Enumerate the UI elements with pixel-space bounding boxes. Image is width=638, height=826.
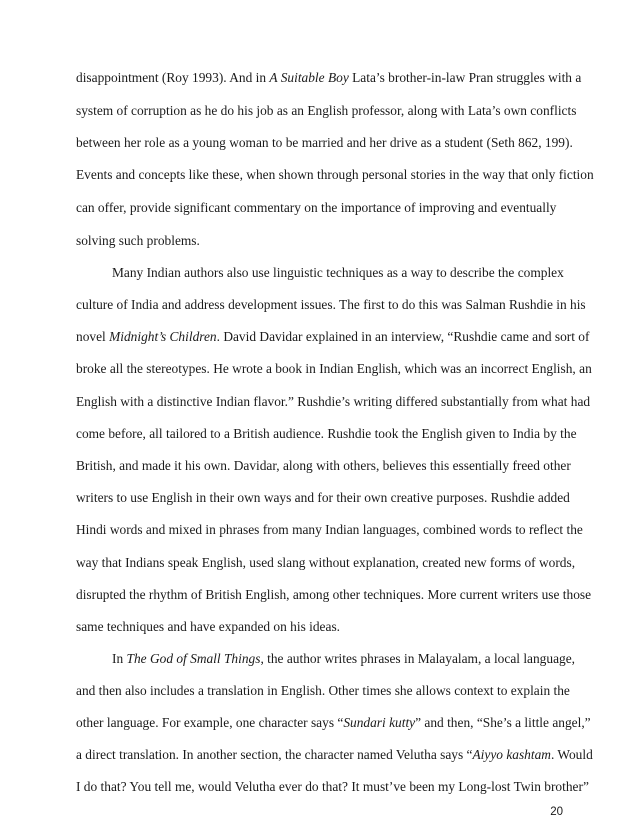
text-run: ” and then, “She’s a little angel,” [415, 715, 591, 730]
paragraph-1-line-6: solving such problems. [76, 233, 200, 248]
paragraph-2-line-6: come before, all tailored to a British audience. Rushdie took the English given to India by the [76, 426, 577, 441]
italic-phrase: Sundari kutty [343, 715, 416, 730]
book-title: Midnight’s Children [109, 329, 217, 344]
paragraph-3-line-5: I do that? You tell me, would Velutha ever do that? It must’ve been my Long-lost Twin brother” [76, 779, 589, 794]
paragraph-1-line-1 [76, 70, 581, 86]
text-run: . Would [550, 747, 593, 762]
text-run: a direct translation. In another section, the character named Velutha says “ [76, 747, 473, 762]
paragraph-2-line-3 [76, 329, 589, 345]
book-title: A Suitable Boy [269, 70, 349, 85]
paragraph-1-line-3: between her role as a young woman to be married and her drive as a student (Seth 862, 199). [76, 135, 573, 150]
paragraph-2-line-10: way that Indians speak English, used slang without explanation, created new forms of words, [76, 555, 576, 570]
text-run: In [112, 651, 127, 666]
paragraph-2-line-9: Hindi words and mixed in phrases from many Indian languages, combined words to reflect the [76, 522, 583, 537]
page-number: 20 [550, 806, 563, 818]
paragraph-3-line-1 [112, 651, 575, 667]
text-run: novel [76, 329, 110, 344]
paragraph-3-line-4 [76, 747, 593, 763]
text-run: Lata’s brother-in-law Pran struggles with a [348, 70, 582, 85]
paragraph-2-line-2: culture of India and address development issues. The first to do this was Salman Rushdie in his [76, 297, 586, 312]
text-run: disappointment (Roy 1993). And in [76, 70, 270, 85]
paragraph-2-line-5: English with a distinctive Indian flavor.” Rushdie’s writing differed substantially from what had [76, 394, 591, 409]
book-title: The God of Small Things [126, 651, 261, 666]
text-run: , the author writes phrases in Malayalam, a local language, [260, 651, 576, 666]
paragraph-3-line-3 [76, 715, 591, 731]
paragraph-1-line-4: Events and concepts like these, when shown through personal stories in the way that only fiction [76, 167, 594, 182]
paragraph-3-line-2: and then also includes a translation in English. Other times she allows context to explain the [76, 683, 570, 698]
paragraph-1-line-5: can offer, provide significant commentary on the importance of improving and eventually [76, 200, 557, 215]
paragraph-2-line-1: Many Indian authors also use linguistic techniques as a way to describe the complex [112, 265, 564, 280]
paragraph-2-line-4: broke all the stereotypes. He wrote a book in Indian English, which was an incorrect English, an [76, 361, 592, 376]
text-run: other language. For example, one character says “ [76, 715, 344, 730]
paragraph-2-line-11: disrupted the rhythm of British English, among other techniques. More current writers use those [76, 587, 592, 602]
text-run: . David Davidar explained in an interview, “Rushdie came and sort of [216, 329, 590, 344]
paragraph-2-line-12: same techniques and have expanded on his ideas. [76, 619, 341, 634]
paragraph-2-line-7: British, and made it his own. Davidar, along with others, believes this essentially freed other [76, 458, 571, 473]
paragraph-1-line-2: system of corruption as he do his job as an English professor, along with Lata’s own conflicts [76, 103, 577, 118]
italic-phrase: Aiyyo kashtam [472, 747, 551, 762]
paragraph-2-line-8: writers to use English in their own ways and for their own creative purposes. Rushdie added [76, 490, 570, 505]
